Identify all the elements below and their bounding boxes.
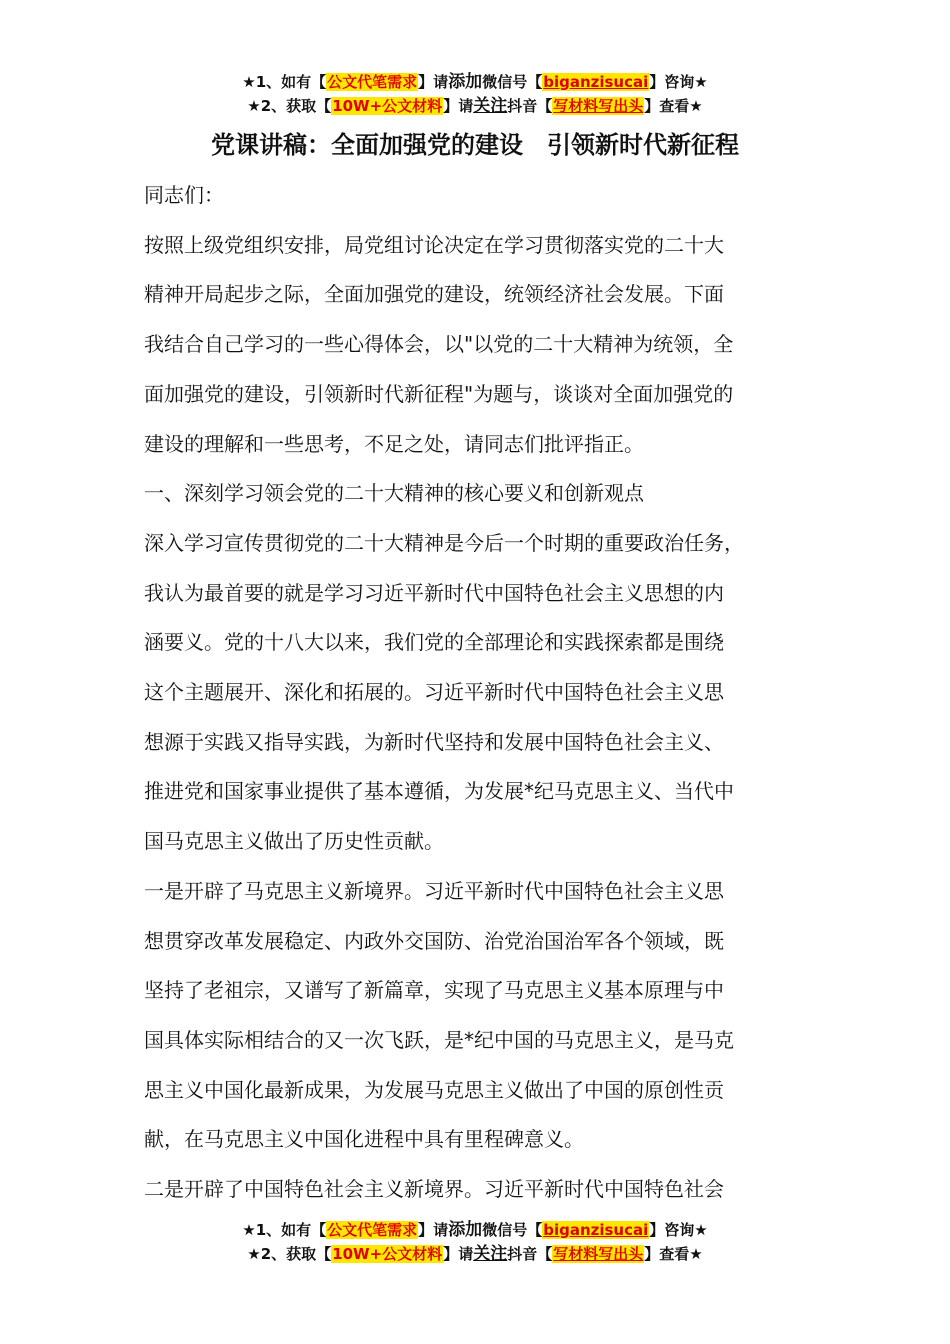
banner-text: 】请 bbox=[418, 73, 449, 91]
wechat-id: biganzisucai bbox=[543, 73, 649, 91]
text-line: 献，在马克思主义中国化进程中具有里程碑意义。 bbox=[144, 1127, 584, 1152]
banner-text: ★1、如有【 bbox=[242, 1221, 327, 1239]
text-line: 深入学习宣传贯彻党的二十大精神是今后一个时期的重要政治任务， bbox=[144, 530, 744, 555]
text-line: 二是开辟了中国特色社会主义新境界。习近平新时代中国特色社会 bbox=[144, 1177, 724, 1202]
banner-highlight: 公文代笔需求 bbox=[327, 73, 418, 91]
text-line: 坚持了老祖宗，又谱写了新篇章，实现了马克思主义基本原理与中 bbox=[144, 978, 724, 1003]
douyin-account: 写材料写出头 bbox=[553, 1245, 644, 1263]
text-line: 国具体实际相结合的又一次飞跃，是*纪中国的马克思主义，是马克 bbox=[144, 1027, 734, 1052]
top-banner bbox=[0, 70, 950, 118]
text-line: 推进党和国家事业提供了基本遵循，为发展*纪马克思主义、当代中 bbox=[144, 779, 734, 804]
banner-emphasis: 关注 bbox=[473, 96, 508, 116]
text-line: 涵要义。党的十八大以来，我们党的全部理论和实践探索都是围绕 bbox=[144, 630, 724, 655]
banner-emphasis: 添加 bbox=[448, 1220, 483, 1240]
bottom-banner bbox=[0, 1218, 950, 1266]
banner-line-2 bbox=[0, 1242, 950, 1266]
document-title: 党课讲稿：全面加强党的建设 引领新时代新征程 bbox=[211, 131, 739, 159]
text-line: 国马克思主义做出了历史性贡献。 bbox=[144, 829, 444, 854]
text-line: 按照上级党组织安排，局党组讨论决定在学习贯彻落实党的二十大 bbox=[144, 232, 724, 257]
banner-text: 抖音【 bbox=[507, 97, 553, 115]
text-line: 我结合自己学习的一些心得体会，以"以党的二十大精神为统领，全 bbox=[144, 332, 734, 357]
banner-text: 】咨询★ bbox=[649, 1221, 708, 1239]
douyin-account: 写材料写出头 bbox=[553, 97, 644, 115]
text-line: 面加强党的建设，引领新时代新征程"为题与，谈谈对全面加强党的 bbox=[144, 381, 734, 406]
banner-text: 】查看★ bbox=[644, 1245, 703, 1263]
banner-text: 】咨询★ bbox=[649, 73, 708, 91]
banner-highlight: 10W+公文材料 bbox=[332, 1245, 443, 1263]
text-line: 我认为最首要的就是学习习近平新时代中国特色社会主义思想的内 bbox=[144, 580, 724, 605]
banner-line-2 bbox=[0, 94, 950, 118]
banner-text: ★2、获取【 bbox=[247, 1245, 332, 1263]
banner-text: ★1、如有【 bbox=[242, 73, 327, 91]
banner-text: 微信号【 bbox=[482, 73, 543, 91]
banner-text: 微信号【 bbox=[482, 1221, 543, 1239]
banner-text: 】请 bbox=[443, 97, 474, 115]
banner-text: ★2、获取【 bbox=[247, 97, 332, 115]
banner-line-1 bbox=[0, 1218, 950, 1242]
banner-highlight: 10W+公文材料 bbox=[332, 97, 443, 115]
text-line: 思主义中国化最新成果，为发展马克思主义做出了中国的原创性贡 bbox=[144, 1077, 724, 1102]
banner-text: 】请 bbox=[418, 1221, 449, 1239]
text-line: 想贯穿改革发展稳定、内政外交国防、治党治国治军各个领域，既 bbox=[144, 928, 724, 953]
wechat-id: biganzisucai bbox=[543, 1221, 649, 1239]
text-line: 建设的理解和一些思考，不足之处，请同志们批评指正。 bbox=[144, 431, 644, 456]
text-line: 这个主题展开、深化和拓展的。习近平新时代中国特色社会主义思 bbox=[144, 680, 724, 705]
banner-highlight: 公文代笔需求 bbox=[327, 1221, 418, 1239]
banner-text: 】查看★ bbox=[644, 97, 703, 115]
section-heading: 一、深刻学习领会党的二十大精神的核心要义和创新观点 bbox=[144, 481, 644, 506]
document-body bbox=[144, 171, 844, 1215]
text-line: 一是开辟了马克思主义新境界。习近平新时代中国特色社会主义思 bbox=[144, 878, 724, 903]
text-line: 同志们： bbox=[144, 183, 224, 207]
banner-text: 抖音【 bbox=[507, 1245, 553, 1263]
banner-text: 】请 bbox=[443, 1245, 474, 1263]
banner-emphasis: 添加 bbox=[448, 72, 483, 92]
text-line: 想源于实践又指导实践，为新时代坚持和发展中国特色社会主义、 bbox=[144, 729, 724, 754]
text-line: 精神开局起步之际，全面加强党的建设，统领经济社会发展。下面 bbox=[144, 282, 724, 307]
banner-line-1 bbox=[0, 70, 950, 94]
banner-emphasis: 关注 bbox=[473, 1244, 508, 1264]
